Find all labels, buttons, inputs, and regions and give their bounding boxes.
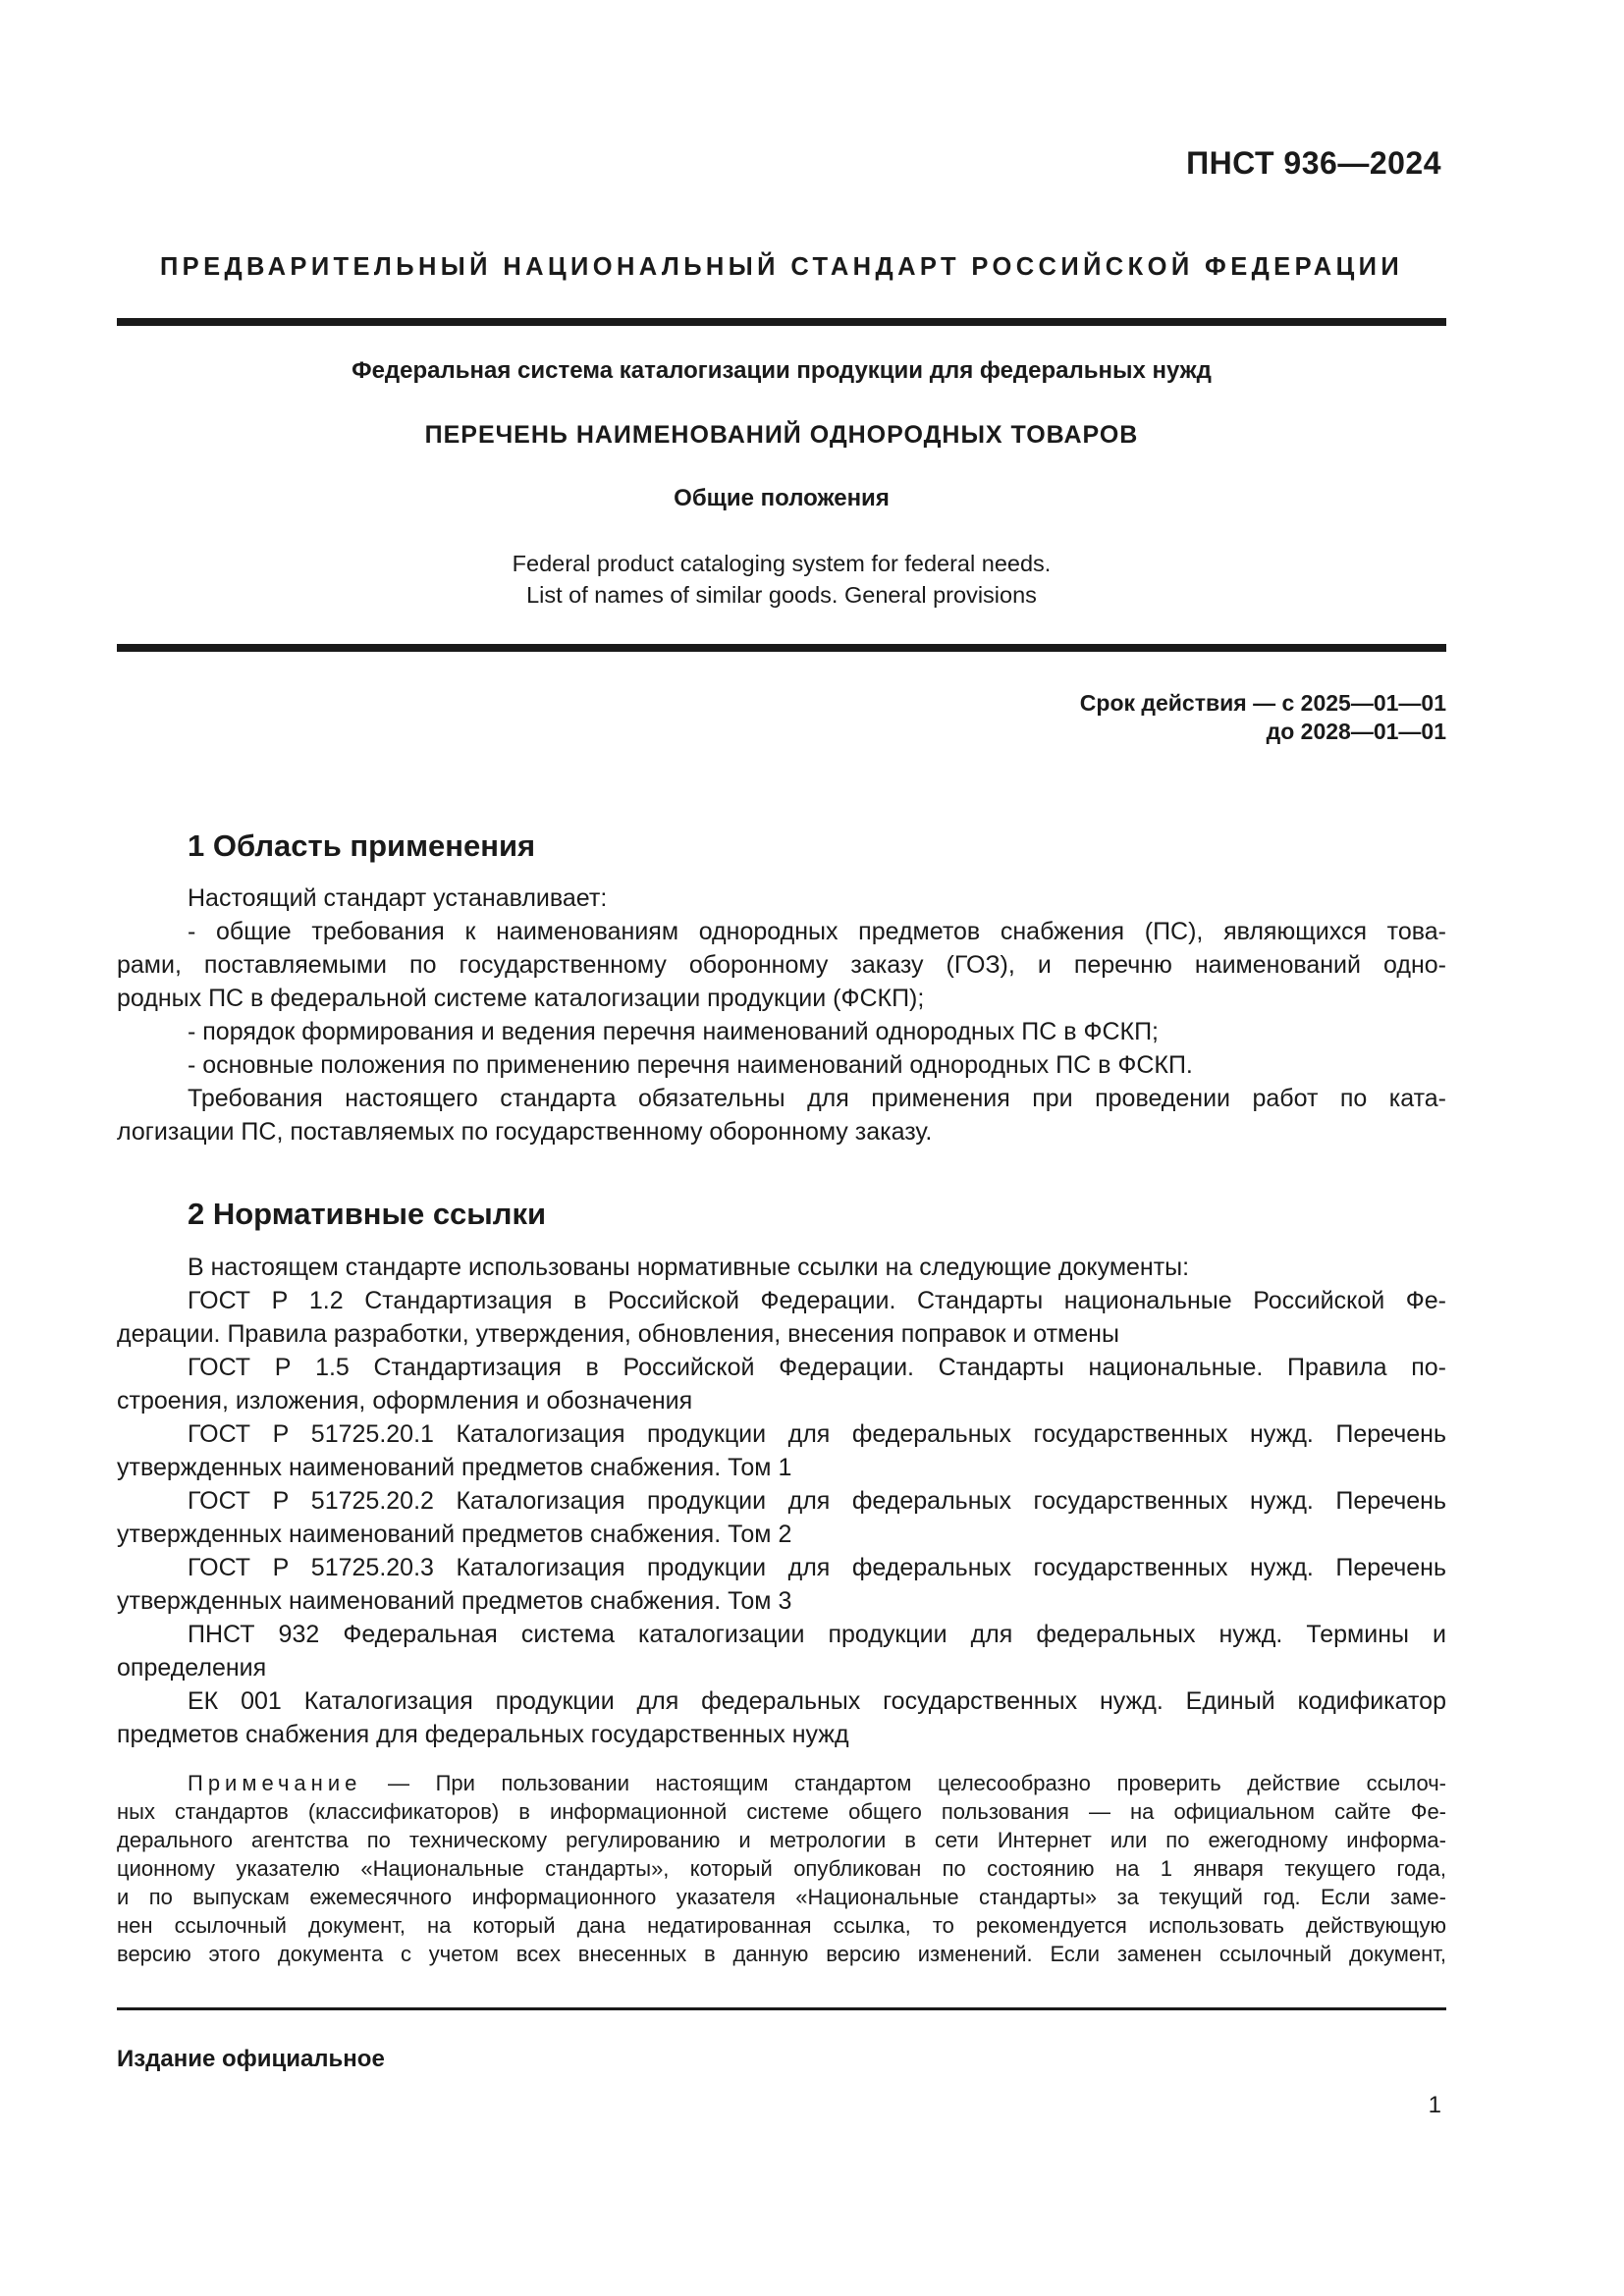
s2-line: ЕК 001 Каталогизация продукции для федеральных государственных нужд. Единый кодификатор [188, 1687, 1446, 1715]
official-edition-label: Издание официальное [117, 2046, 385, 2072]
note-line: и по выпускам ежемесячного информационного указателя «Национальные стандарты» за текущий год. Если заме- [117, 1885, 1446, 1909]
s2-line: строения, изложения, оформления и обозначения [117, 1387, 693, 1415]
s2-line: ПНСТ 932 Федеральная система каталогизации продукции для федеральных нужд. Термины и [188, 1621, 1446, 1648]
note-line: ционному указателю «Национальные стандарты», который опубликован по состоянию на 1 января текущего года, [117, 1856, 1446, 1881]
s2-line: ГОСТ Р 1.2 Стандартизация в Российской Федерации. Стандарты национальные Российской Фе- [188, 1287, 1446, 1314]
validity-end: до 2028—01—01 [1266, 719, 1446, 744]
page-number: 1 [1428, 2092, 1441, 2118]
s2-line: ГОСТ Р 51725.20.2 Каталогизация продукции для федеральных государственных нужд. Перечень [188, 1487, 1446, 1515]
standard-type-heading: ПРЕДВАРИТЕЛЬНЫЙ НАЦИОНАЛЬНЫЙ СТАНДАРТ РОССИЙСКОЙ ФЕДЕРАЦИИ [159, 253, 1404, 281]
s2-line: предметов снабжения для федеральных государственных нужд [117, 1721, 849, 1748]
s2-line: утвержденных наименований предметов снабжения. Том 3 [117, 1587, 792, 1615]
note-line: версию этого документа с учетом всех внесенных в данную версию изменений. Если заменен ссылочный документ, [117, 1942, 1446, 1966]
s2-line: утвержденных наименований предметов снабжения. Том 1 [117, 1454, 792, 1481]
note-line [117, 1769, 1446, 1797]
system-name: Федеральная система каталогизации продукции для федеральных нужд [352, 357, 1212, 384]
s1-line: - основные положения по применению перечня наименований однородных ПС в ФСКП. [188, 1051, 1193, 1079]
s2-line: дерации. Правила разработки, утверждения, обновления, внесения поправок и отмены [117, 1320, 1119, 1348]
standard-designation: ПНСТ 936—2024 [1186, 145, 1441, 181]
s2-line: ГОСТ Р 51725.20.3 Каталогизация продукции для федеральных государственных нужд. Перечень [188, 1554, 1446, 1581]
section-1-title: 1 Область применения [188, 828, 536, 863]
s1-line: Настоящий стандарт устанавливает: [188, 884, 608, 912]
document-title: ПЕРЕЧЕНЬ НАИМЕНОВАНИЙ ОДНОРОДНЫХ ТОВАРОВ [424, 421, 1139, 449]
s1-line: Требования настоящего стандарта обязательны для применения при проведении работ по ката- [188, 1085, 1446, 1112]
s2-line: ГОСТ Р 51725.20.1 Каталогизация продукции для федеральных государственных нужд. Перечень [188, 1420, 1446, 1448]
s1-line: родных ПС в федеральной системе каталогизации продукции (ФСКП); [117, 985, 925, 1012]
note-line: дерального агентства по техническому регулированию и метрологии в сети Интернет или по ежегодному информа- [117, 1828, 1446, 1852]
document-subtitle: Общие положения [674, 485, 890, 511]
s2-line: В настоящем стандарте использованы нормативные ссылки на следующие документы: [188, 1254, 1190, 1281]
note-label: Примечание [188, 1771, 362, 1795]
english-title-line-1: Federal product cataloging system for federal needs. [512, 551, 1052, 576]
s2-line: утвержденных наименований предметов снабжения. Том 2 [117, 1521, 792, 1548]
validity-start: Срок действия — с 2025—01—01 [1079, 690, 1446, 716]
s1-line: - порядок формирования и ведения перечня наименований однородных ПС в ФСКП; [188, 1018, 1160, 1045]
note-line: ных стандартов (классификаторов) в информационной системе общего пользования — на официальном сайте Фе- [117, 1799, 1446, 1824]
s1-line: рами, поставляемыми по государственному оборонному заказу (ГОЗ), и перечню наименований одно- [117, 951, 1446, 979]
s2-line: ГОСТ Р 1.5 Стандартизация в Российской Федерации. Стандарты национальные. Правила по- [188, 1354, 1446, 1381]
title-divider [117, 644, 1446, 652]
note-line: нен ссылочный документ, на который дана недатированная ссылка, то рекомендуется использовать действующую [117, 1913, 1446, 1938]
validity-period [1080, 689, 1446, 746]
section-2-title: 2 Нормативные ссылки [188, 1197, 547, 1231]
note-text: — При пользовании настоящим стандартом целесообразно проверить действие ссылоч- [361, 1771, 1446, 1795]
footer-divider [117, 2007, 1446, 2010]
top-divider [117, 318, 1446, 326]
english-title [117, 548, 1446, 611]
s1-line: логизации ПС, поставляемых по государственному оборонному заказу. [117, 1118, 933, 1146]
english-title-line-2: List of names of similar goods. General provisions [526, 582, 1037, 608]
s1-line: - общие требования к наименованиям однородных предметов снабжения (ПС), являющихся това- [188, 918, 1446, 945]
s2-line: определения [117, 1654, 267, 1682]
